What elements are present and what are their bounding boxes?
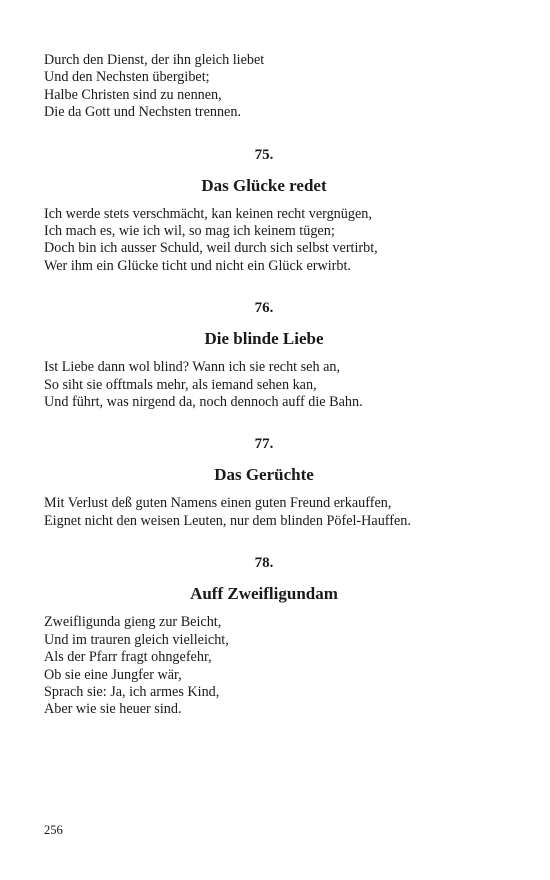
verse-line: Sprach sie: Ja, ich armes Kind, [44,683,220,700]
verse-line: Zweifligunda gieng zur Beicht, [44,614,222,631]
verse-line: Ist Liebe dann wol blind? Wann ich sie recht seh an, [44,359,341,376]
intro-stanza [44,52,484,122]
poem-75 [44,147,484,276]
verse-line: Ich werde stets verschmächt, kan keinen recht vergnügen, [44,205,372,222]
poem-number: 75. [254,146,274,163]
verse-line: Und im trauren gleich vielleicht, [44,631,229,648]
verse-line: Wer ihm ein Glücke ticht und nicht ein Glück erwirbt. [44,257,351,274]
page-number: 256 [44,823,63,837]
poem-title: Die blinde Liebe [204,329,324,349]
poem-title: Auff Zweifligundam [190,584,338,604]
verse-line: Durch den Dienst, der ihn gleich liebet [44,52,265,68]
verse-line: Doch bin ich ausser Schuld, weil durch sich selbst vertirbt, [44,240,378,257]
poem-title: Das Glücke redet [201,175,327,195]
page-content [44,52,484,719]
verse-line: Und den Nechsten übergibet; [44,69,210,86]
poem-77 [44,436,484,530]
poem-number: 78. [254,555,274,572]
verse-line: Mit Verlust deß guten Namens einen guten Freund erkauffen, [44,495,392,512]
verse-line: Halbe Christen sind zu nennen, [44,86,222,103]
poem-body [44,206,484,276]
poem-76 [44,300,484,411]
verse-line: Ob sie eine Jungfer wär, [44,666,182,683]
poem-title: Das Gerüchte [214,465,314,485]
poem-number: 76. [254,300,274,317]
poem-body [44,495,484,530]
poem-body [44,614,484,718]
poem-body [44,359,484,411]
poem-number: 77. [254,436,274,453]
verse-line: Als der Pfarr fragt ohngefehr, [44,649,212,666]
verse-line: Aber wie sie heuer sind. [44,701,182,718]
verse-line: Ich mach es, wie ich wil, so mag ich keinem tügen; [44,223,335,240]
verse-line: Die da Gott und Nechsten trennen. [44,104,241,121]
verse-line: Eignet nicht den weisen Leuten, nur dem blinden Pöfel-Hauffen. [44,512,411,529]
verse-line: So siht sie offtmals mehr, als iemand sehen kan, [44,376,317,393]
verse-line: Und führt, was nirgend da, noch dennoch auff die Bahn. [44,394,363,411]
poem-78 [44,555,484,718]
